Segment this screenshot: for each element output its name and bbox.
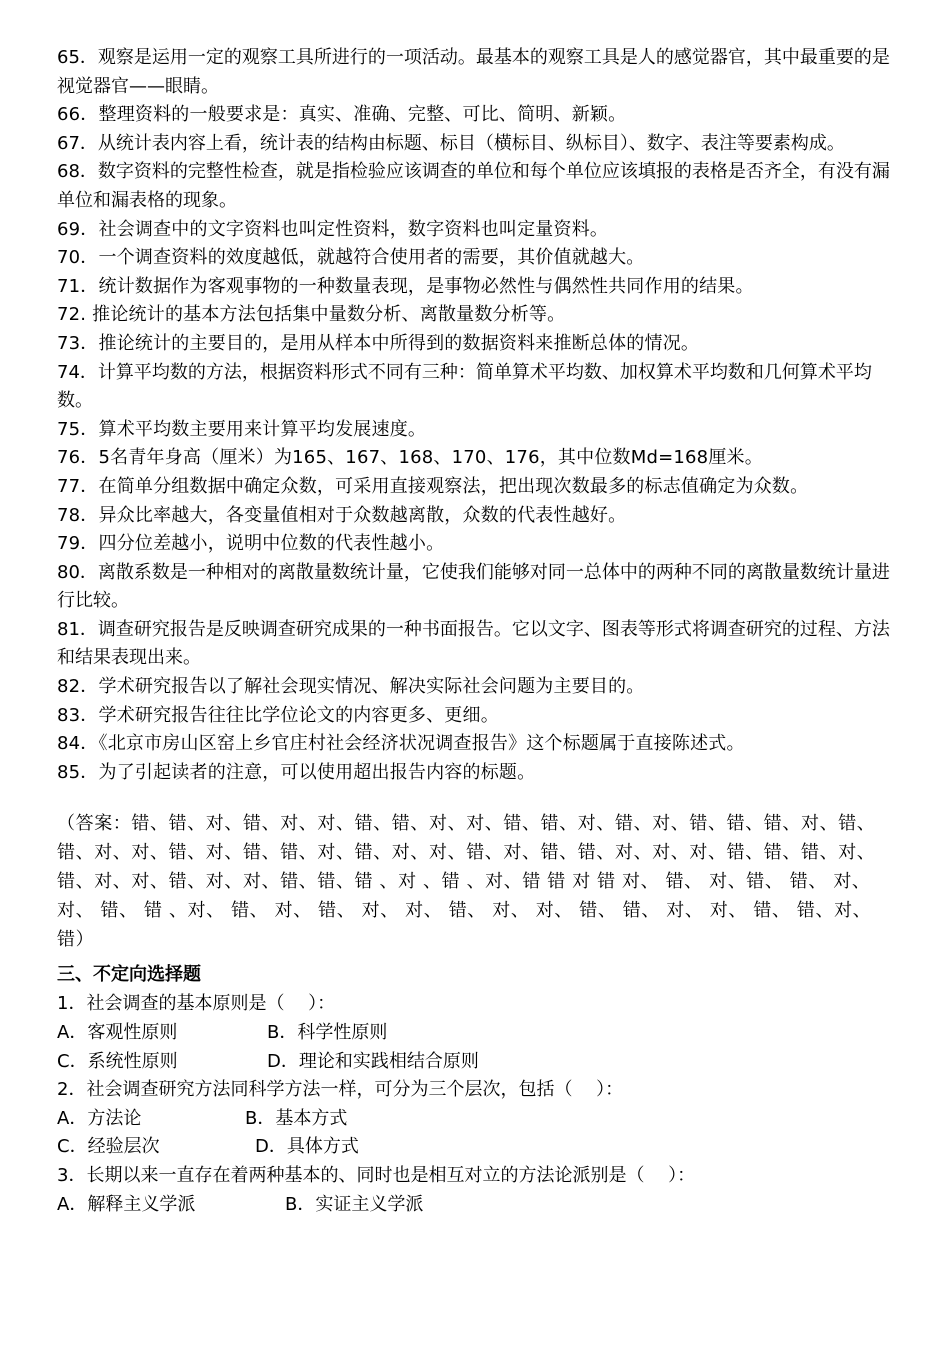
- option-a: A．客观性原则: [57, 1022, 178, 1044]
- question-3-options-row-1: [57, 1191, 893, 1220]
- statement-66: 66．整理资料的一般要求是：真实、准确、完整、可比、简明、新颖。: [57, 104, 627, 126]
- document-page: [57, 44, 893, 1219]
- statement-78: 78．异众比率越大，各变量值相对于众数越离散，众数的代表性越好。: [57, 504, 627, 526]
- question-2-options-row-1: [57, 1105, 893, 1134]
- statement-74: 74．计算平均数的方法，根据资料形式不同有三种：简单算术平均数、加权算术平均数和几何算术平均数。: [57, 361, 872, 412]
- option-b: B．科学性原则: [267, 1022, 388, 1044]
- option-c: C．经验层次: [57, 1136, 160, 1158]
- option-b: B．实证主义学派: [285, 1193, 424, 1215]
- statement-80: 80．离散系数是一种相对的离散量数统计量，它使我们能够对同一总体中的两种不同的离散量数统计量进行比较。: [57, 561, 890, 612]
- option-b: B．基本方式: [245, 1107, 348, 1129]
- statement-82: 82．学术研究报告以了解社会现实情况、解决实际社会问题为主要目的。: [57, 676, 645, 698]
- statement-81: 81．调查研究报告是反映调查研究成果的一种书面报告。它以文字、图表等形式将调查研究的过程、方法和结果表现出来。: [57, 618, 890, 669]
- statement-77: 77．在简单分组数据中确定众数，可采用直接观察法，把出现次数最多的标志值确定为众数。: [57, 475, 809, 497]
- option-a: A．方法论: [57, 1107, 142, 1129]
- statement-84: 84．《北京市房山区窑上乡官庄村社会经济状况调查报告》这个标题属于直接陈述式。: [57, 733, 745, 755]
- statement-70: 70．一个调查资料的效度越低，就越符合使用者的需要，其价值就越大。: [57, 247, 645, 269]
- statement-68: 68．数字资料的完整性检查，就是指检验应该调查的单位和每个单位应该填报的表格是否齐全，有没有漏单位和漏表格的现象。: [57, 161, 890, 211]
- question-3-stem: 3．长期以来一直存在着两种基本的、同时也是相互对立的方法论派别是（ ）：: [57, 1165, 696, 1186]
- option-d: D．具体方式: [255, 1136, 359, 1158]
- statement-72: 72. 推论统计的基本方法包括集中量数分析、离散量数分析等。: [57, 304, 566, 326]
- option-d: D．理论和实践相结合原则: [267, 1050, 479, 1072]
- statement-73: 73．推论统计的主要目的，是用从样本中所得到的数据资料来推断总体的情况。: [57, 332, 700, 354]
- question-2-options-row-2: [57, 1133, 893, 1162]
- statement-76: 76．5名青年身高（厘米）为165、167、168、170、176，其中位数Md=168厘米。: [57, 447, 763, 469]
- statement-65: 65．观察是运用一定的观察工具所进行的一项活动。最基本的观察工具是人的感觉器官，其中最重要的是视觉器官——眼睛。: [57, 47, 890, 97]
- question-1-options-row-1: [57, 1019, 893, 1048]
- option-c: C．系统性原则: [57, 1050, 178, 1072]
- statement-69: 69．社会调查中的文字资料也叫定性资料，数字资料也叫定量资料。: [57, 218, 609, 240]
- statement-83: 83．学术研究报告往往比学位论文的内容更多、更细。: [57, 704, 499, 726]
- section-title: 三、不定向选择题: [57, 964, 201, 986]
- statement-71: 71．统计数据作为客观事物的一种数量表现，是事物必然性与偶然性共同作用的结果。: [57, 275, 754, 297]
- statement-75: 75．算术平均数主要用来计算平均发展速度。: [57, 418, 427, 440]
- question-2-stem: 2．社会调查研究方法同科学方法一样，可分为三个层次，包括（ ）：: [57, 1079, 624, 1101]
- answer-key: （答案：错、错、对、错、对、对、错、错、对、对、错、错、对、错、对、错、错、错、对、错、错、对、对、错、对、错、错、对、错、对、对、错、对、错、错、对、对、对、错、错、错、对、错、对、对、错、对、对、错、错、错 、对 、错 、对、错 错 对 错 对、 错、 对、错、 错、 对、 对、 错、 错 、对、 错、 对、 错、 对、 对、 错、 对、 对、 错、 错、 对、 对、 错、 错、对、错）: [57, 813, 876, 951]
- statement-67: 67．从统计表内容上看，统计表的结构由标题、标目（横标目、纵标目）、数字、表注等要素构成。: [57, 132, 845, 154]
- statement-79: 79．四分位差越小，说明中位数的代表性越小。: [57, 533, 445, 555]
- question-1-stem: 1．社会调查的基本原则是（ ）：: [57, 993, 336, 1015]
- option-a: A．解释主义学派: [57, 1193, 196, 1215]
- statement-85: 85．为了引起读者的注意，可以使用超出报告内容的标题。: [57, 761, 536, 783]
- question-1-options-row-2: [57, 1048, 893, 1077]
